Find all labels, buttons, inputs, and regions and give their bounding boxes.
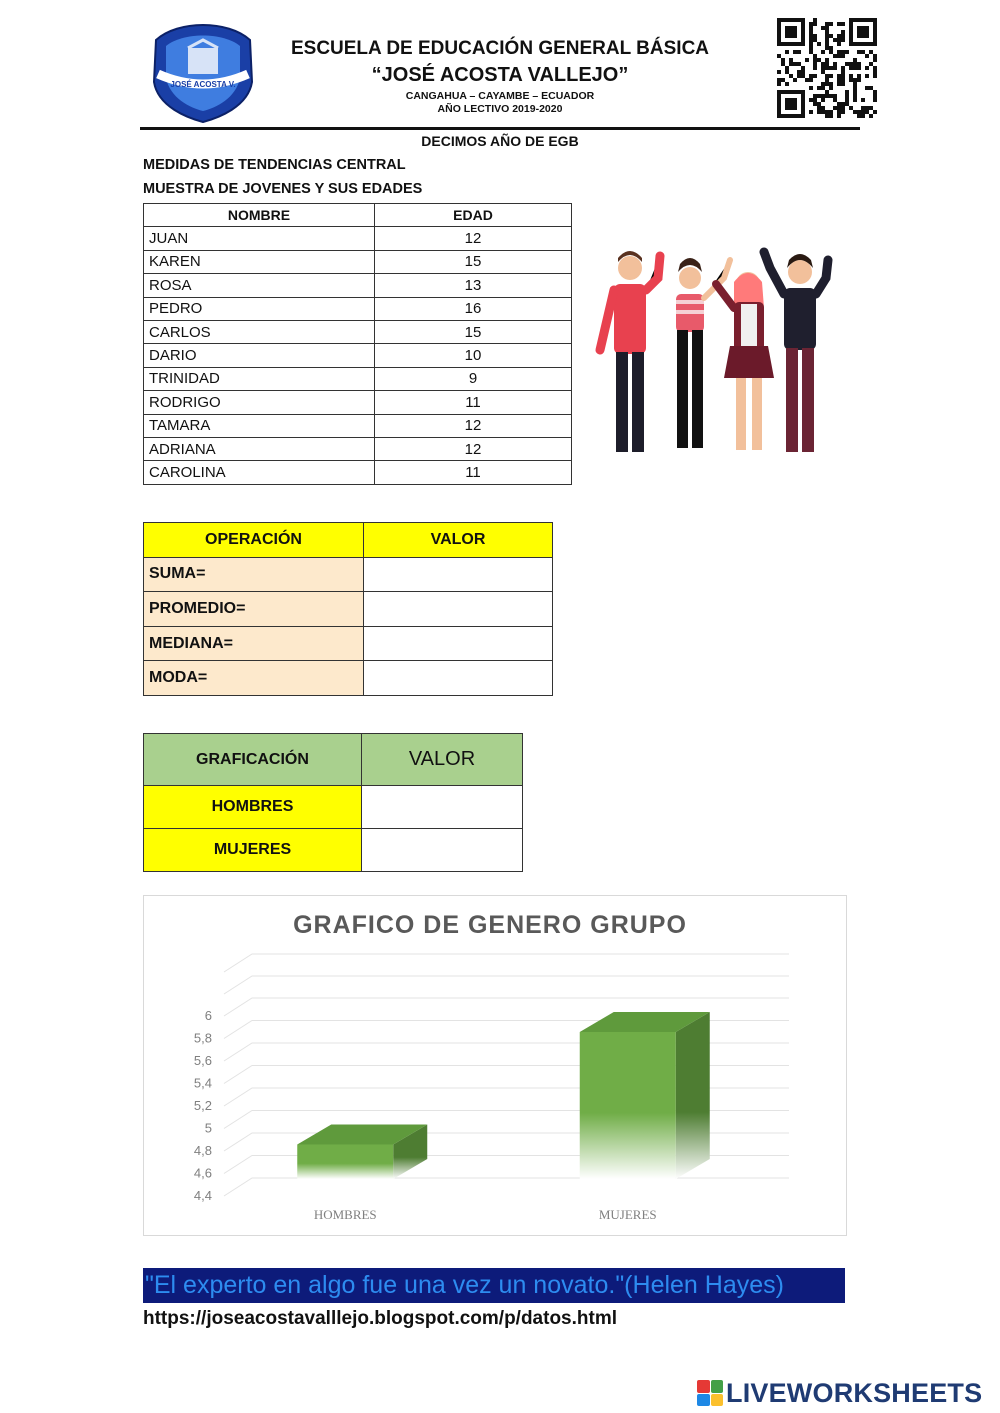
moda-answer-field[interactable] (364, 661, 553, 696)
column-header-operation: OPERACIÓN (144, 523, 364, 558)
school-title-block (270, 38, 730, 115)
operation-label: MODA= (144, 661, 364, 696)
student-name: CAROLINA (144, 461, 375, 484)
student-name: CARLOS (144, 320, 375, 343)
student-name: TAMARA (144, 414, 375, 437)
student-name: ADRIANA (144, 437, 375, 460)
promedio-answer-field[interactable] (364, 592, 553, 627)
y-tick-label: 4,6 (193, 1165, 212, 1181)
liveworksheets-logo-icon (697, 1380, 723, 1406)
student-name: ROSA (144, 274, 375, 297)
bar-front (297, 1145, 393, 1180)
student-name: JUAN (144, 227, 375, 250)
x-category-label: HOMBRES (313, 1207, 377, 1222)
gridline (224, 954, 789, 972)
bar-front (580, 1032, 676, 1179)
table-row (144, 344, 572, 367)
chart-title: GRAFICO DE GENERO GRUPO (293, 911, 687, 939)
ages-table (143, 203, 572, 485)
table-row (144, 461, 572, 484)
graficacion-label-mujeres: MUJERES (144, 829, 362, 872)
table-row (144, 414, 572, 437)
student-age: 11 (375, 461, 572, 484)
school-year: AÑO LECTIVO 2019-2020 (437, 103, 563, 115)
table-row (144, 437, 572, 460)
quote-banner: "El experto en algo fue una vez un novato."(Helen Hayes) (143, 1268, 845, 1303)
student-age: 11 (375, 391, 572, 414)
y-tick-label: 4,8 (193, 1143, 212, 1158)
watermark-text: LIVEWORKSHEETS (726, 1377, 983, 1408)
student-name: DARIO (144, 344, 375, 367)
column-header-valor: VALOR (362, 734, 523, 786)
young-people-illustration (588, 238, 838, 470)
y-tick-label: 5,6 (193, 1053, 212, 1068)
table-row (144, 320, 572, 343)
student-age: 10 (375, 344, 572, 367)
school-subname: “JOSÉ ACOSTA VALLEJO” (371, 64, 629, 86)
bar-mujeres (580, 1012, 710, 1179)
student-age: 13 (375, 274, 572, 297)
operation-row-promedio (144, 592, 553, 627)
operation-label: MEDIANA= (144, 626, 364, 661)
y-tick-label: 5,8 (193, 1030, 212, 1046)
table-row (144, 274, 572, 297)
student-age: 16 (375, 297, 572, 320)
y-tick-label: 4,4 (193, 1188, 212, 1203)
operation-row-mediana (144, 626, 553, 661)
student-name: TRINIDAD (144, 367, 375, 390)
y-tick-label: 5,4 (193, 1075, 212, 1091)
y-tick-label: 5 (204, 1120, 212, 1136)
school-location: CANGAHUA – CAYAMBE – ECUADOR (405, 90, 595, 102)
graficacion-table (143, 733, 523, 872)
gridline (224, 976, 789, 994)
operations-table (143, 522, 553, 696)
student-age: 15 (375, 320, 572, 343)
graficacion-label-hombres: HOMBRES (144, 786, 362, 829)
header-divider (140, 127, 860, 130)
topic-label: MEDIDAS DE TENDENCIAS CENTRAL (143, 157, 406, 173)
student-age: 12 (375, 227, 572, 250)
table-row (144, 227, 572, 250)
x-category-label: MUJERES (598, 1207, 657, 1222)
y-tick-label: 5,2 (193, 1098, 212, 1113)
blog-link[interactable]: https://joseacostavalllejo.blogspot.com/p/datos.html (143, 1308, 618, 1329)
operation-row-moda (144, 661, 553, 696)
student-age: 15 (375, 250, 572, 273)
sample-label: MUESTRA DE JOVENES Y SUS EDADES (143, 181, 423, 197)
table-row (144, 297, 572, 320)
column-header-value: VALOR (364, 523, 553, 558)
gridline (224, 1178, 789, 1196)
page-header (140, 8, 880, 128)
column-header-name: NOMBRE (144, 204, 375, 227)
mediana-answer-field[interactable] (364, 626, 553, 661)
student-name: PEDRO (144, 297, 375, 320)
school-name: ESCUELA DE EDUCACIÓN GENERAL BÁSICA (290, 38, 710, 59)
mujeres-answer-field[interactable] (362, 829, 523, 872)
gender-chart (143, 895, 847, 1236)
column-header-graficacion: GRAFICACIÓN (144, 734, 362, 786)
student-age: 12 (375, 437, 572, 460)
table-row (144, 367, 572, 390)
operation-row-suma (144, 557, 553, 592)
table-row (144, 391, 572, 414)
school-shield-logo (148, 12, 258, 124)
student-age: 12 (375, 414, 572, 437)
student-age: 9 (375, 367, 572, 390)
qr-code-icon (772, 18, 882, 118)
bar-side (676, 1012, 710, 1179)
column-header-age: EDAD (375, 204, 572, 227)
student-name: RODRIGO (144, 391, 375, 414)
chart-canvas (144, 896, 846, 1235)
operation-label: SUMA= (144, 557, 364, 592)
liveworksheets-watermark (697, 1377, 982, 1409)
suma-answer-field[interactable] (364, 557, 553, 592)
hombres-answer-field[interactable] (362, 786, 523, 829)
grade-label: DECIMOS AÑO DE EGB (421, 133, 579, 149)
table-row (144, 250, 572, 273)
student-name: KAREN (144, 250, 375, 273)
logo-text: JOSÉ ACOSTA V. (170, 80, 236, 89)
operation-label: PROMEDIO= (144, 592, 364, 627)
y-tick-label: 6 (204, 1008, 212, 1023)
